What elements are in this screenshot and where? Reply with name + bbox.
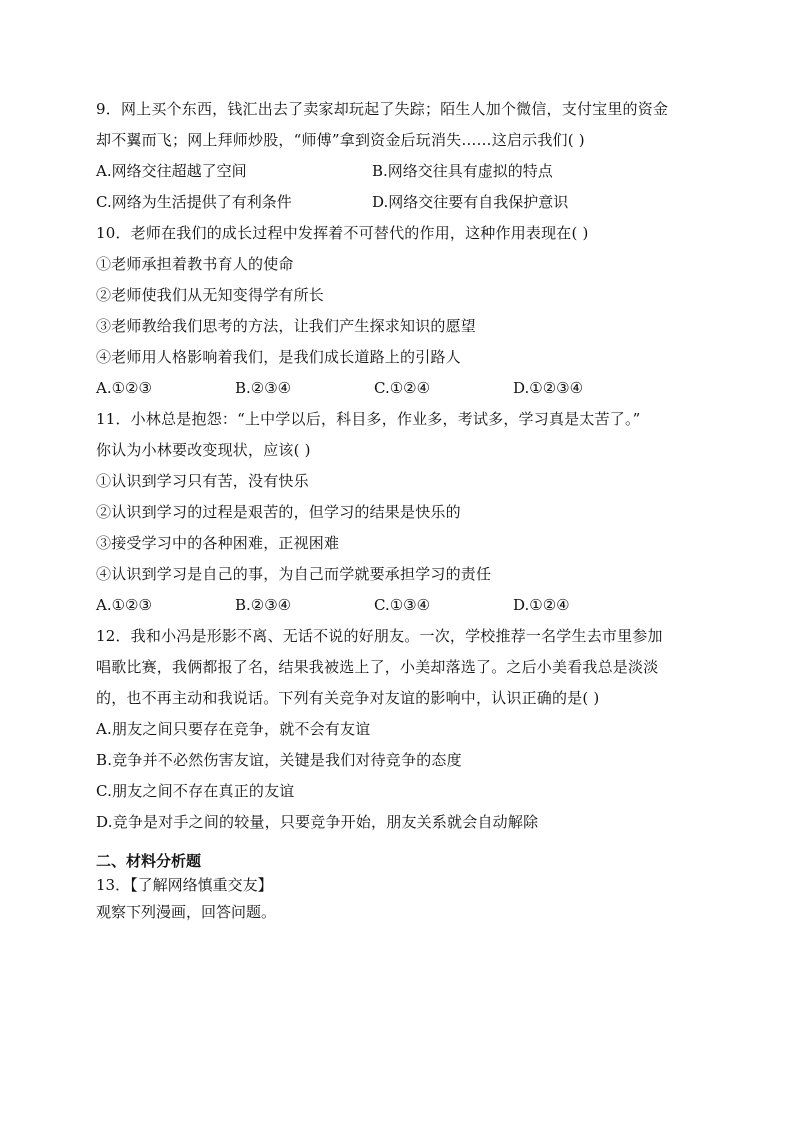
question-10-option-d: D.①②③④ [513,379,584,397]
question-10-statement-2: ②老师使我们从无知变得学有所长 [96,286,325,304]
question-10-options [96,373,700,404]
question-11-statement-3: ③接受学习中的各种困难，正视困难 [96,534,340,552]
question-11-statement-4: ④认识到学习是自己的事，为自己而学就要承担学习的责任 [96,565,492,583]
question-9-line-2: 却不翼而飞；网上拜师炒股，“师傅”拿到资金后玩消失……这启示我们( ) [96,131,585,149]
question-12 [96,621,700,838]
question-11-options [96,590,700,621]
question-11-statement-2: ②认识到学习的过程是艰苦的，但学习的结果是快乐的 [96,503,461,521]
question-11 [96,404,700,621]
question-10-option-a: A.①②③ [96,379,152,397]
question-11-option-c: C.①③④ [374,596,431,614]
question-12-option-c: C.朋友之间不存在真正的友谊 [96,782,295,800]
question-10-option-c: C.①②④ [374,379,431,397]
question-12-line-1: 12．我和小冯是形影不离、无话不说的好朋友。一次，学校推荐一名学生去市里参加 [96,627,663,645]
question-10-stem: 10．老师在我们的成长过程中发挥着不可替代的作用，这种作用表现在( ) [96,224,589,242]
question-11-option-b: B.②③④ [235,596,292,614]
question-11-option-d: D.①②④ [513,596,570,614]
question-10-statement-3: ③老师教给我们思考的方法，让我们产生探求知识的愿望 [96,317,477,335]
question-11-line-1: 11．小林总是抱怨：“上中学以后，科目多，作业多，考试多，学习真是太苦了。” [96,410,641,428]
question-11-option-a: A.①②③ [96,596,152,614]
question-11-statement-1: ①认识到学习只有苦，没有快乐 [96,472,309,490]
question-9-option-d: D.网络交往要有自我保护意识 [372,193,569,211]
question-12-option-d: D.竞争是对手之间的较量，只要竞争开始，朋友关系就会自动解除 [96,813,539,831]
section-heading: 二、材料分析题 [96,852,202,870]
question-9-line-1: 9．网上买个东西，钱汇出去了卖家却玩起了失踪；陌生人加个微信，支付宝里的资金 [96,100,669,118]
question-10-option-b: B.②③④ [235,379,292,397]
question-9-options-row-2 [96,187,700,218]
question-12-option-a: A.朋友之间只要存在竞争，就不会有友谊 [96,720,371,738]
question-10-statement-4: ④老师用人格影响着我们，是我们成长道路上的引路人 [96,348,461,366]
page-content [96,94,700,926]
question-11-line-2: 你认为小林要改变现状，应该( ) [96,441,311,459]
question-12-option-b: B.竞争并不必然伤害友谊，关键是我们对待竞争的态度 [96,751,462,769]
question-12-line-3: 的，也不再主动和我说话。下列有关竞争对友谊的影响中，认识正确的是( ) [96,689,600,707]
question-13-instruction: 观察下列漫画，回答问题。 [96,903,277,921]
question-10 [96,218,700,404]
question-9-option-a: A.网络交往超越了空间 [96,162,247,180]
question-9-option-b: B.网络交往具有虚拟的特点 [372,162,553,180]
question-10-statement-1: ①老师承担着教书育人的使命 [96,255,294,273]
question-9-option-c: C.网络为生活提供了有利条件 [96,193,292,211]
question-9 [96,94,700,218]
question-13-title: 13．【了解网络慎重交友】 [96,876,273,894]
question-9-options-row-1 [96,156,700,187]
question-12-line-2: 唱歌比赛，我俩都报了名，结果我被选上了，小美却落选了。之后小美看我总是淡淡 [96,658,659,676]
